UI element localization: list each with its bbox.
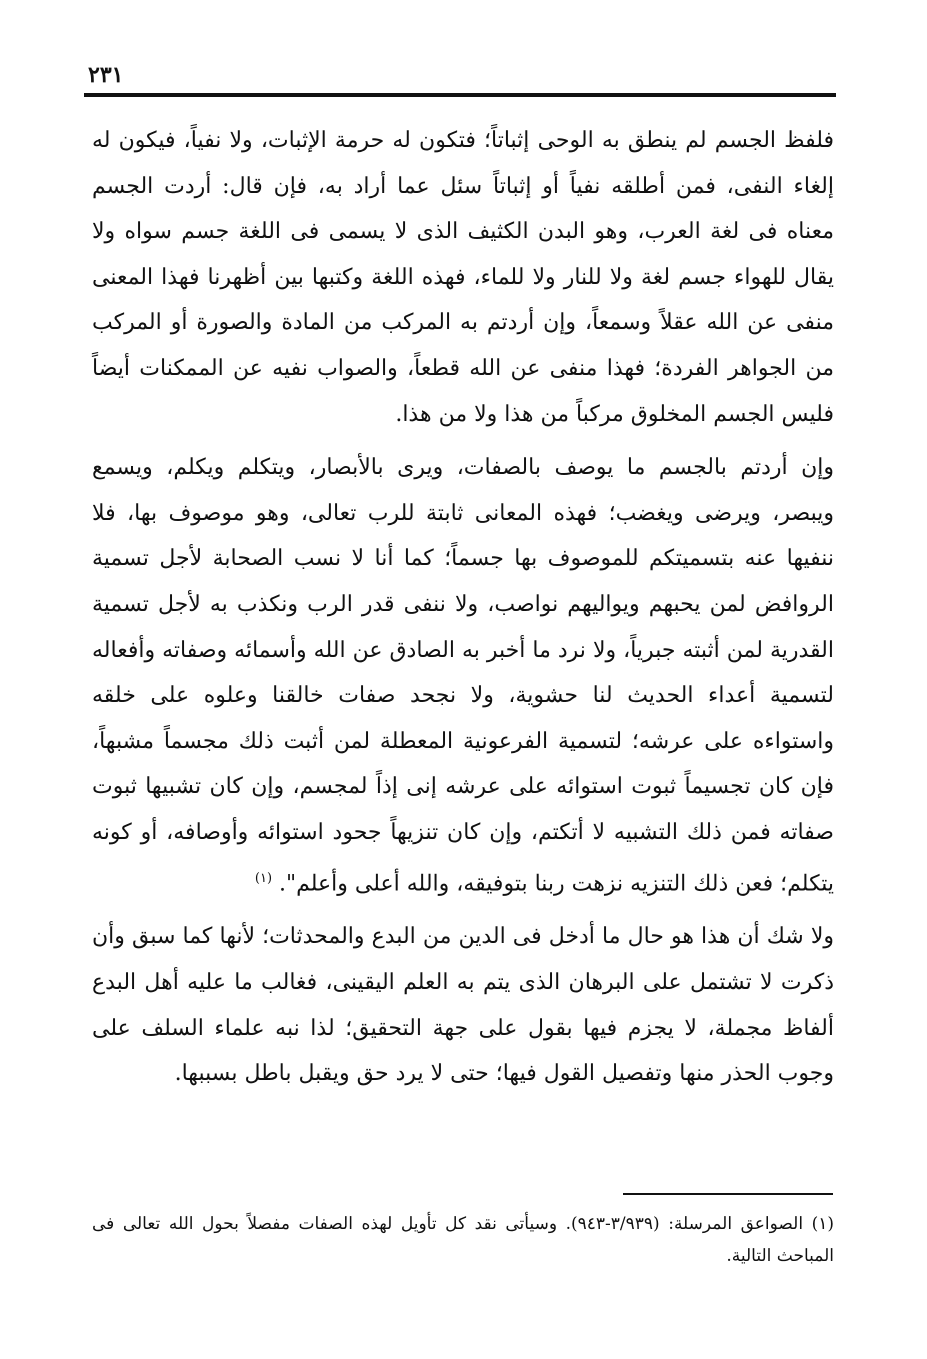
- paragraph-3: ولا شك أن هذا هو حال ما أدخل فى الدين من البدع والمحدثات؛ لأنها كما سبق وأن ذكرت لا تشتمل على البرهان الذى يتم به العلم اليقينى، فغالب ما عليه أهل البدع ألفاظ مجملة، لا يجزم فيها بقول على جهة التحقيق؛ لذا نبه علماء السلف على وجوب الحذر منها وتفصيل القول فيها؛ حتى لا يرد حق ويقبل باطل بسببها.: [92, 924, 834, 1087]
- paragraph-1: فلفظ الجسم لم ينطق به الوحى إثباتاً؛ فتكون له حرمة الإثبات، ولا نفياً، فيكون له إلغاء النفى، فمن أطلقه نفياً أو إثباتاً سئل عما أراد به، فإن قال: أردت الجسم معناه فى لغة العرب، وهو البدن الكثيف الذى لا يسمى فى اللغة جسم سواه ولا يقال للهواء جسم لغة ولا للنار ولا للماء، فهذه اللغة وكتبها بين أظهرنا فهذا المعنى منفى عن الله عقلاً وسمعاً، وإن أردتم به المركب من المادة والصورة أو المركب من الجواهر الفردة؛ فهذا منفى عن الله قطعاً، والصواب نفيه عن الممكنات أيضاً فليس الجسم المخلوق مركباً من هذا ولا من هذا.: [92, 128, 834, 427]
- footnote-area: [92, 1208, 834, 1272]
- paragraph-2-text: وإن أردتم بالجسم ما يوصف بالصفات، ويرى بالأبصار، ويتكلم ويكلم، ويسمع ويبصر، ويرضى ويغضب؛ فهذه المعانى ثابتة للرب تعالى، وهو موصوف بها، فلا ننفيها عنه بتسميتكم للموصوف بها جسماً؛ كما أنا لا نسب الصحابة لأجل تسمية الروافض لمن يحبهم ويواليهم نواصب، ولا ننفى قدر الرب ونكذب به لأجل تسمية القدرية لمن أثبته جبرياً، ولا نرد ما أخبر به الصادق عن الله وأسمائه وصفاته وأفعاله لتسمية أعداء الحديث لنا حشوية، ولا نجحد صفات خالقنا وعلوه على خلقه واستواءه على عرشه؛ لتسمية الفرعونية المعطلة لمن أثبت ذلك مجسماً مشبهاً، فإن كان تجسيماً ثبوت استوائه على عرشه إنى إذاً لمجسم، وإن كان تشبيها ثبوت صفاته فمن ذلك التشبيه لا أتكتم، وإن كان تنزيهاً جحود استوائه وأوصافه، أو كونه يتكلم؛ فعن ذلك التنزيه نزهت ربنا بتوفيقه، والله أعلى وأعلم".: [92, 455, 834, 896]
- main-text: [92, 118, 834, 1097]
- header-rule: [84, 93, 836, 97]
- footnote-rule: [623, 1193, 833, 1195]
- page-number: ٢٣١: [88, 62, 124, 88]
- footnote-reference: (١): [254, 870, 273, 886]
- footnote-1: (١) الصواعق المرسلة: (٣/٩٣٩-٩٤٣). وسيأتى نقد كل تأويل لهذه الصفات مفصلاً بحول الله تعالى فى المباحث التالية.: [92, 1214, 834, 1266]
- paragraph-2: [92, 445, 834, 906]
